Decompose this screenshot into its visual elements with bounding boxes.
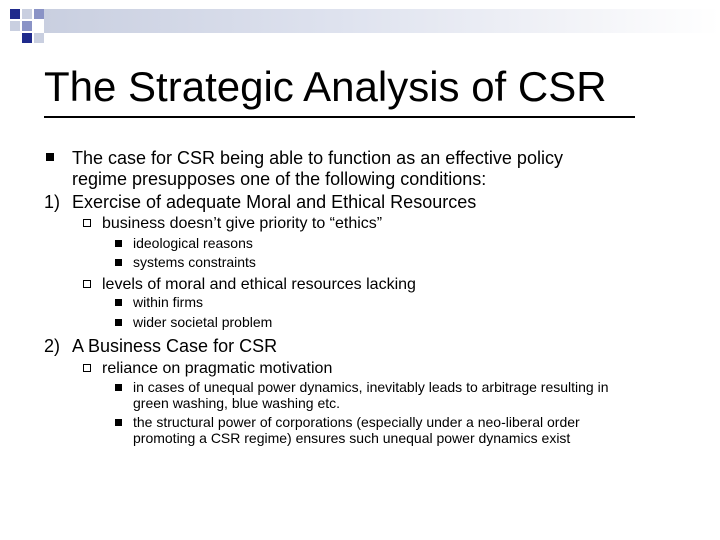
title-underline [44, 116, 635, 118]
condition-1-number: 1) [44, 192, 61, 212]
square-bullet-icon [115, 240, 122, 247]
list-item-line: in cases of unequal power dynamics, inevitably leads to arbitrage resulting in [133, 379, 609, 395]
list-item: ideological reasons [133, 235, 253, 251]
condition-1-sub-2: levels of moral and ethical resources lacking [102, 276, 416, 293]
hollow-square-bullet-icon [83, 280, 91, 288]
intro-text-line1: The case for CSR being able to function as an effective policy [72, 148, 563, 168]
slide-title: The Strategic Analysis of CSR [44, 63, 607, 110]
list-item-line: green washing, blue washing etc. [133, 395, 341, 411]
corner-square-mid [22, 21, 32, 31]
condition-2-number: 2) [44, 336, 61, 356]
corner-square-mid [34, 9, 44, 19]
header-gradient-band [44, 9, 720, 33]
list-item: wider societal problem [133, 314, 273, 330]
square-bullet-icon [46, 153, 54, 161]
hollow-square-bullet-icon [83, 364, 91, 372]
list-item: systems constraints [133, 254, 256, 270]
square-bullet-icon [115, 319, 122, 326]
square-bullet-icon [115, 419, 122, 426]
corner-square-light [10, 21, 20, 31]
square-bullet-icon [115, 384, 122, 391]
condition-1-sub-1: business doesn’t give priority to “ethics” [102, 215, 383, 232]
list-item-line: the structural power of corporations (especially under a neo-liberal order [133, 414, 580, 430]
corner-square-dark [10, 9, 20, 19]
condition-2-text: A Business Case for CSR [72, 336, 278, 356]
hollow-square-bullet-icon [83, 219, 91, 227]
intro-text-line2: regime presupposes one of the following conditions: [72, 169, 487, 189]
list-item: within firms [133, 294, 204, 310]
square-bullet-icon [115, 259, 122, 266]
corner-square-light [34, 33, 44, 43]
condition-1-text: Exercise of adequate Moral and Ethical Resources [72, 192, 477, 212]
square-bullet-icon [115, 299, 122, 306]
condition-2-sub-1: reliance on pragmatic motivation [102, 360, 333, 377]
list-item-line: promoting a CSR regime) ensures such unequal power dynamics exist [133, 430, 571, 446]
corner-square-dark [22, 33, 32, 43]
corner-square-light [22, 9, 32, 19]
